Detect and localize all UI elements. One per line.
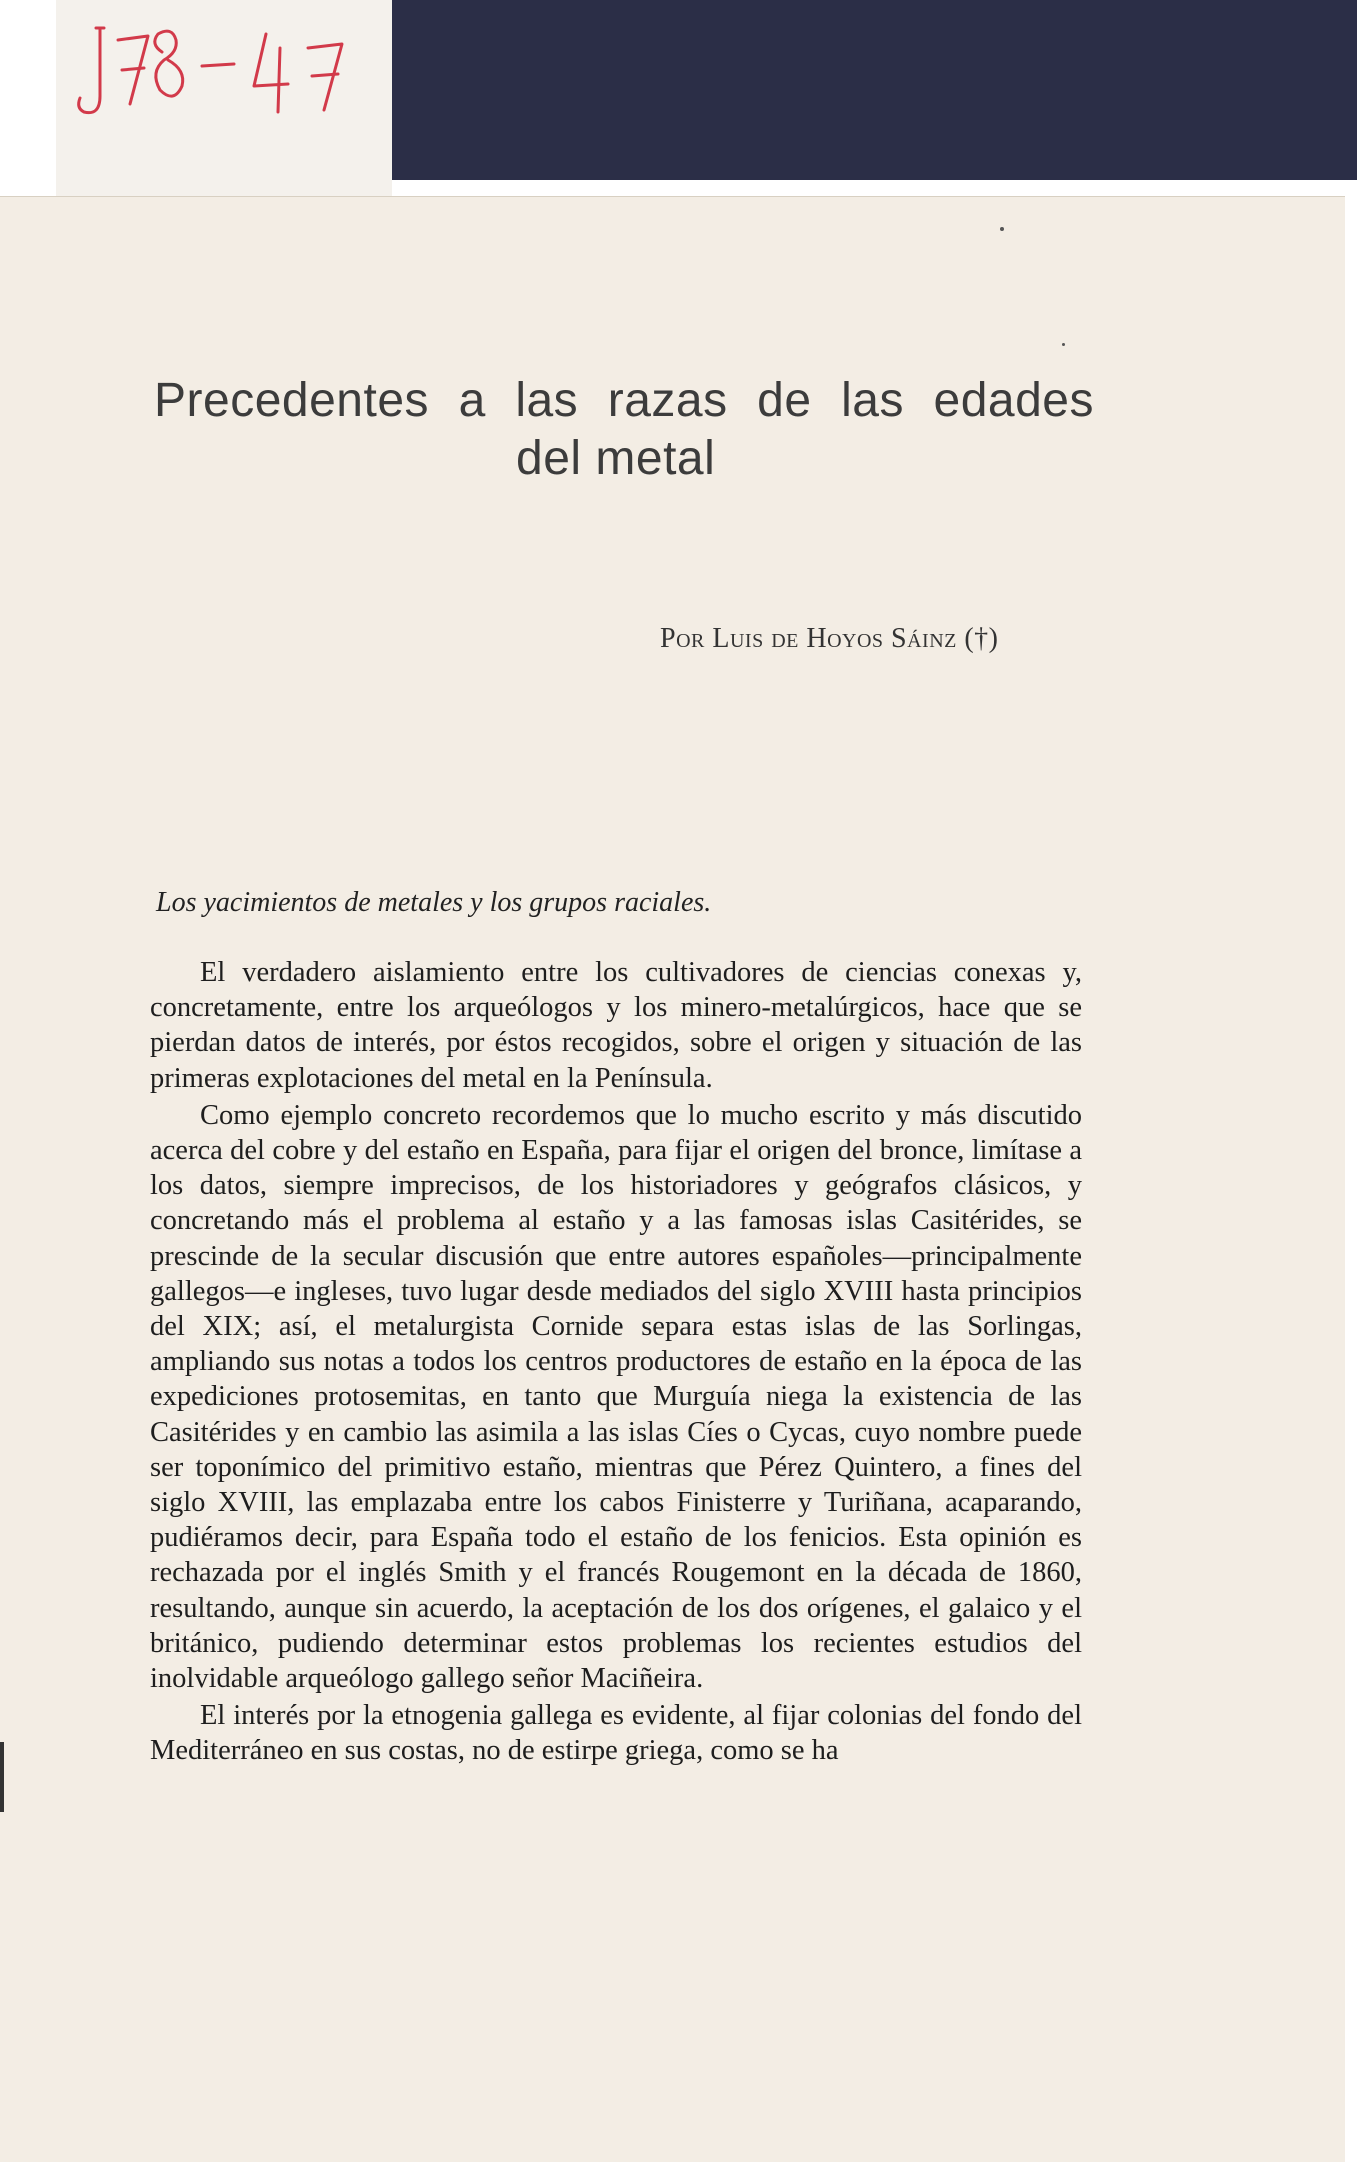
article-body [150, 955, 1082, 1769]
paragraph: Como ejemplo concreto recordemos que lo mucho escrito y más discutido acerca del cobre y del estaño en España, para fijar el origen del bronce, limítase a los datos, siempre imprecisos, de los historiadores y geógrafos clásicos, y concretando más el problema al estaño y a las famosas islas Casitérides, se prescinde de la secular discusión que entre autores españoles—principalmente gallegos—e ingleses, tuvo lugar desde mediados del siglo XVIII hasta principios del XIX; así, el metalurgista Cornide separa estas islas de las Sorlingas, ampliando sus notas a todos los centros productores de estaño en la época de las expediciones protosemitas, en tanto que Murguía niega la existencia de las Casitérides y en cambio las asimila a las islas Cíes o Cycas, cuyo nombre puede ser toponímico del primitivo estaño, mientras que Pérez Quintero, a fines del siglo XVIII, las emplazaba entre los cabos Finisterre y Turiñana, acaparando, pudiéramos decir, para España todo el estaño de los fenicios. Esta opinión es rechazada por el inglés Smith y el francés Rougemont en la década de 1860, resultando, aunque sin acuerdo, la aceptación de los dos orígenes, el galaico y el británico, pudiendo determinar estos problemas los recientes estudios del inolvidable arqueólogo gallego señor Maciñeira. [150, 1099, 1082, 1695]
author-suffix: (†) [964, 623, 999, 654]
page-edge-mark [0, 1742, 4, 1812]
paragraph: El interés por la etnogenia gallega es evidente, al fijar colonias del fondo del Mediterráneo en sus costas, no de estirpe griega, como se ha [150, 1700, 1082, 1767]
section-heading: Los yacimientos de metales y los grupos raciales. [156, 887, 712, 918]
catalog-label-slip [56, 0, 392, 196]
paper-speck [1000, 227, 1004, 231]
document-page [0, 196, 1345, 2162]
paragraph: El verdadero aislamiento entre los cultivadores de ciencias conexas y, concretamente, entre los arqueólogos y los minero-metalúrgicos, hace que se pierdan datos de interés, por éstos recogidos, sobre el origen y situación de las primeras explotaciones del metal en la Península. [150, 957, 1082, 1094]
dark-background-band [390, 0, 1357, 180]
author-prefix: Por [660, 623, 705, 654]
article-title-line-2: del metal [516, 432, 716, 485]
handwritten-catalog-code [56, 0, 392, 196]
article-title [154, 372, 1094, 488]
paper-speck [1062, 343, 1065, 346]
author-name: Luis de Hoyos Sáinz [712, 623, 957, 654]
author-byline [660, 623, 999, 655]
article-title-line-1: Precedentes a las razas de las edades [154, 374, 1094, 427]
